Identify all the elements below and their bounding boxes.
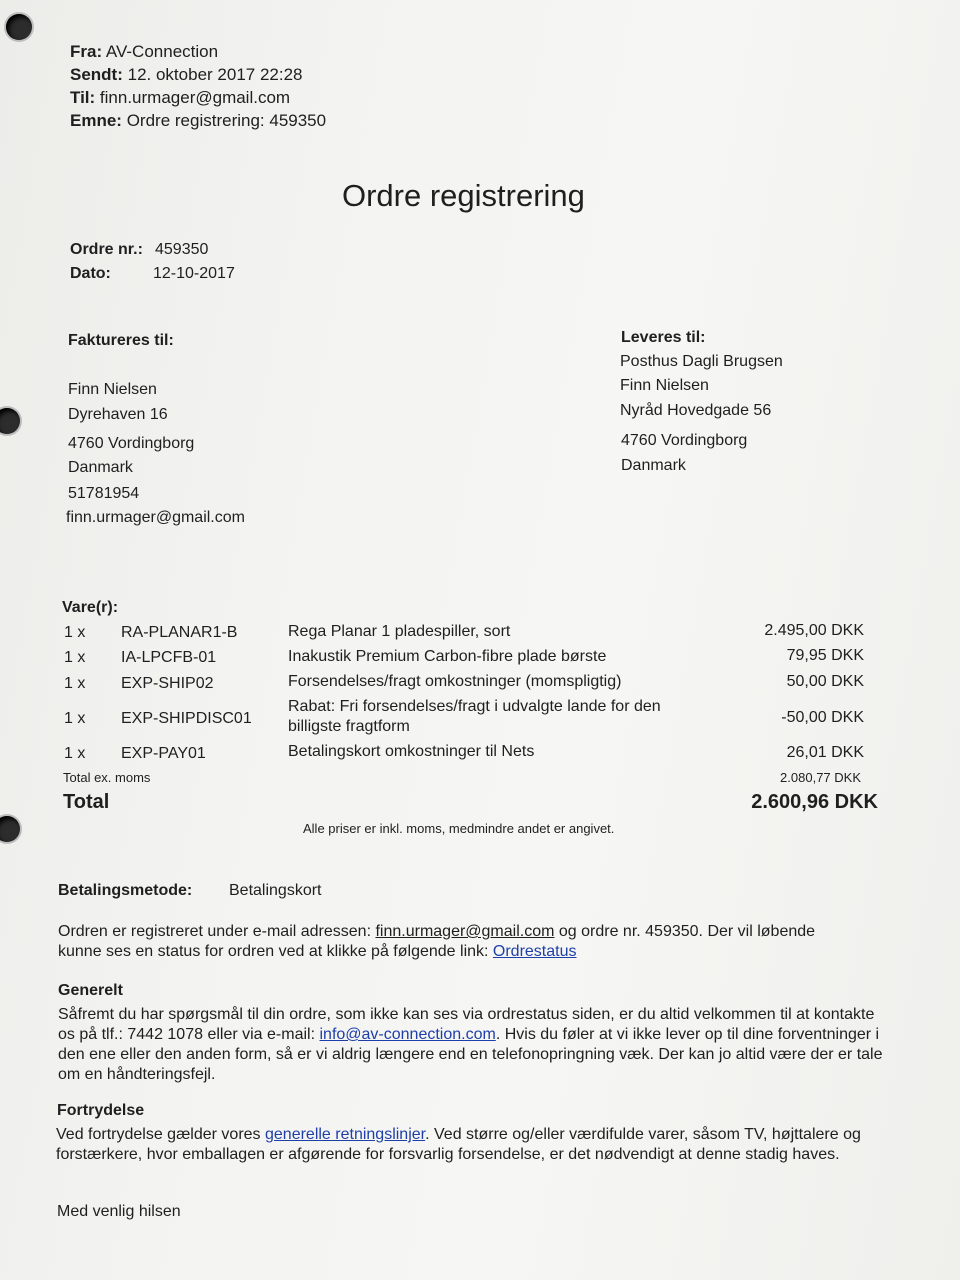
- item-sku: IA-LPCFB-01: [121, 649, 217, 666]
- shipping-line: 4760 Vordingborg: [621, 432, 748, 449]
- page-title: Ordre registrering: [342, 178, 585, 213]
- to-label: Til:: [70, 88, 96, 107]
- total-value: 2.600,96 DKK: [751, 791, 878, 813]
- item-description: Inakustik Premium Carbon-fibre plade børste: [288, 648, 607, 665]
- billing-line: Danmark: [68, 459, 133, 476]
- total-label: Total: [63, 791, 110, 813]
- closing-text: Med venlig hilsen: [57, 1203, 181, 1220]
- order-number: 459350: [155, 241, 209, 258]
- shipping-label: Leveres til:: [621, 329, 706, 346]
- guidelines-link[interactable]: generelle retningslinjer: [265, 1126, 426, 1143]
- registration-text-2: og ordre nr. 459350. Der vil løbende kunne ses en status for ordren ved at klikke på følgende link:: [58, 923, 816, 960]
- billing-line: Dyrehaven 16: [68, 406, 168, 423]
- sent-line: [70, 65, 303, 85]
- billing-line: 51781954: [68, 485, 140, 502]
- subject-line: [70, 111, 326, 131]
- punch-hole-top: [6, 14, 32, 40]
- shipping-line: Finn Nielsen: [620, 377, 709, 394]
- item-price: -50,00 DKK: [781, 709, 864, 726]
- from-label: Fra:: [70, 42, 103, 61]
- from-value: AV-Connection: [105, 42, 219, 61]
- total-ex-vat-label: Total ex. moms: [63, 770, 151, 785]
- general-paragraph: [58, 1005, 888, 1085]
- item-qty: 1 x: [64, 745, 86, 762]
- billing-line: 4760 Vordingborg: [68, 435, 195, 452]
- order-date: 12-10-2017: [153, 265, 235, 282]
- withdrawal-text: Ved fortrydelse gælder vores: [56, 1126, 265, 1143]
- billing-line: Finn Nielsen: [68, 381, 157, 398]
- subject-label: Emne:: [70, 111, 122, 130]
- item-description: Betalingskort omkostninger til Nets: [288, 743, 535, 760]
- info-email-link[interactable]: info@av-connection.com: [319, 1026, 496, 1043]
- item-qty: 1 x: [64, 649, 86, 666]
- to-line: [70, 88, 290, 108]
- item-price: 26,01 DKK: [786, 744, 864, 761]
- item-qty: 1 x: [64, 710, 86, 727]
- order-status-link[interactable]: Ordrestatus: [492, 943, 577, 960]
- general-heading: Generelt: [58, 982, 123, 999]
- payment-label: Betalingsmetode:: [58, 882, 193, 899]
- item-sku: RA-PLANAR1-B: [121, 624, 238, 641]
- registration-text: Ordren er registreret under e-mail adressen:: [58, 923, 376, 940]
- item-sku: EXP-PAY01: [121, 745, 206, 762]
- billing-label: Faktureres til:: [68, 332, 174, 349]
- subject-value: Ordre registrering: 459350: [126, 111, 327, 130]
- total-ex-vat: 2.080,77 DKK: [780, 770, 861, 785]
- item-description: Rabat: Fri forsendelses/fragt i udvalgte lande for den billigste fragtform: [288, 698, 661, 735]
- item-qty: 1 x: [64, 624, 86, 641]
- general-text: Såfremt du har spørgsmål til din ordre, som ikke kan ses via ordrestatus siden, er du altid velkommen til at kontakte os på tlf.: 7442 1078 eller via e-mail:: [58, 1006, 875, 1043]
- shipping-line: Posthus Dagli Brugsen: [620, 353, 783, 370]
- withdrawal-paragraph: [56, 1125, 886, 1165]
- sent-label: Sendt:: [70, 65, 123, 84]
- general-text-2: . Hvis du føler at vi ikke lever op til dine forventninger i den ene eller den anden form, så er vi aldrig længere end en telefonopringning væk. Der kan jo altid være der er tale om en håndteringsfejl.: [58, 1026, 883, 1083]
- item-price: 2.495,00 DKK: [764, 622, 864, 639]
- withdrawal-heading: Fortrydelse: [57, 1102, 145, 1119]
- shipping-line: Danmark: [621, 457, 686, 474]
- item-description: Forsendelses/fragt omkostninger (momspligtig): [288, 673, 622, 690]
- sent-value: 12. oktober 2017 22:28: [127, 65, 303, 84]
- registration-paragraph: [58, 922, 858, 962]
- payment-value: Betalingskort: [229, 882, 322, 899]
- registration-email: finn.urmager@gmail.com: [375, 923, 555, 940]
- item-qty: 1 x: [64, 675, 86, 692]
- shipping-line: Nyråd Hovedgade 56: [620, 402, 772, 419]
- item-sku: EXP-SHIPDISC01: [121, 710, 252, 727]
- item-sku: EXP-SHIP02: [121, 675, 214, 692]
- order-number-label: Ordre nr.:: [70, 241, 143, 258]
- withdrawal-text-2: . Ved større og/eller værdifulde varer, såsom TV, højttalere og forstærkere, hvor emballagen er afgørende for forsvarlig forsendelse, er det nødvendigt at denne stadig haves.: [56, 1126, 861, 1163]
- order-date-label: Dato:: [70, 265, 111, 282]
- price-note: Alle priser er inkl. moms, medmindre andet er angivet.: [303, 821, 615, 836]
- from-line: [70, 42, 218, 62]
- item-description: Rega Planar 1 pladespiller, sort: [288, 623, 511, 640]
- item-price: 50,00 DKK: [786, 673, 864, 690]
- to-value: finn.urmager@gmail.com: [99, 88, 291, 107]
- item-price: 79,95 DKK: [786, 647, 864, 664]
- billing-line: finn.urmager@gmail.com: [66, 509, 245, 526]
- items-label: Vare(r):: [62, 599, 119, 616]
